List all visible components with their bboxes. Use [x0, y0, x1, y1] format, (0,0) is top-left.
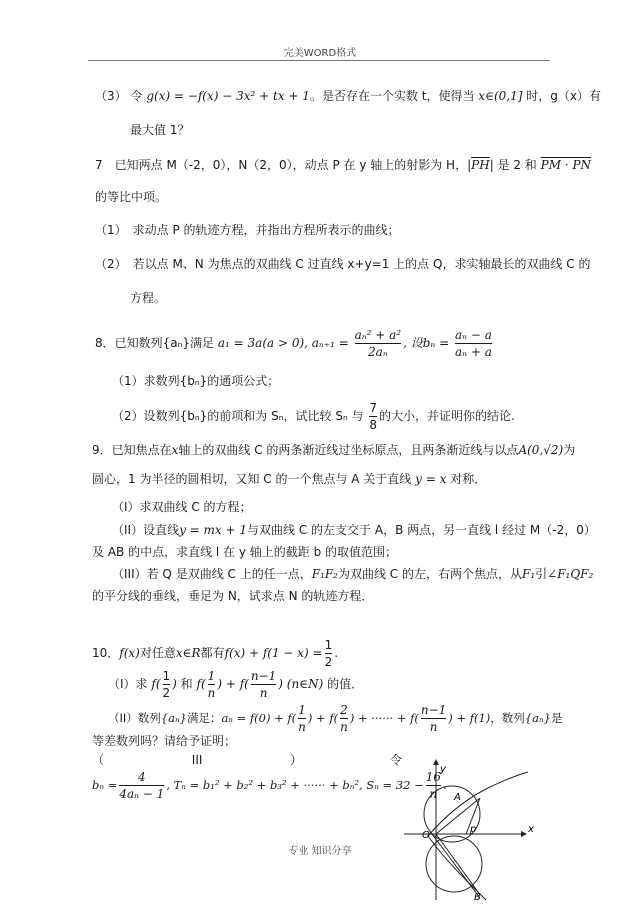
p10-q3-label: （ III ） 令 — [92, 753, 402, 767]
label-o: O — [422, 830, 430, 841]
p7-q1: （1） 求动点 P 的轨迹方程，并指出方程所表示的曲线； — [95, 223, 400, 237]
p10-q1: （I）求 f( $\frac{1}{2}$ ) 和 f( $\frac{1}{n}$ ) + f( $\frac{n-1}{n}$ ) (n∈N) 的值． — [108, 669, 364, 700]
p8-frac1: $\frac{\text{aₙ² + a²}}{\text{2aₙ}}$ — [354, 328, 402, 359]
p7-line1: 7 已知两点 M（-2，0），N（2，0），动点 P 在 y 轴上的射影为 H，$|\overline{PH}|$ 是 2 和 PM · PN — [95, 158, 592, 172]
p10-frac-half: $\frac{1}{2}$ — [324, 638, 333, 669]
label-x: x — [528, 824, 534, 835]
p8-frac-7-8: $\frac{7}{8}$ — [369, 401, 378, 432]
p10-q2: （II）数列{aₙ}满足：aₙ = f(0) + f( $\frac{1}{n}$ ) + f( $\frac{2}{n}$ ) + ······ + f( $\frac{n-1}{n}$ ) + f(1)，数列{aₙ}是 — [108, 703, 563, 734]
vector-ph: $\overline{PH}$ — [471, 158, 490, 172]
p9-line2: 圆心，1 为半径的圆相切，又知 C 的一个焦点与 A 关于直线 y = x 对称． — [92, 472, 487, 486]
label-b: B — [474, 892, 481, 902]
p7-line2: 的等比中项。 — [95, 190, 168, 204]
p9-line1: 9．已知焦点在x轴上的双曲线 C 的两条渐近线过坐标原点，且两条渐近线与以点A(0,√2)为 — [92, 443, 576, 457]
p9-q3b: 的平分线的垂线，垂足为 N，试求点 N 的轨迹方程． — [92, 589, 374, 603]
p8-line1: 8．已知数列{aₙ}满足 a₁ = 3a(a > 0), aₙ₊₁ = $\frac{\text{aₙ² + a²}}{\text{2aₙ}}$ , 设bₙ = $\frac{\text{aₙ − a}}{\text{aₙ + a}}$ — [95, 328, 492, 359]
header-rule — [88, 60, 550, 61]
label-p: p — [470, 824, 477, 835]
p9-q1: （I）求双曲线 C 的方程； — [112, 500, 252, 514]
page-header: 完美WORD格式 — [283, 48, 357, 59]
p7-q2: （2） 若以点 M、N 为焦点的双曲线 C 过直线 x+y=1 上的点 Q，求实轴最长的双曲线 C 的 — [95, 257, 591, 271]
p6-part3-line2: 最大值 1？ — [130, 123, 190, 137]
p8-q1: （1）求数列{bₙ}的通项公式； — [112, 374, 280, 388]
p7-q2b: 方程。 — [130, 291, 167, 305]
p9-q3: （III）若 Q 是双曲线 C 上的任一点，F₁F₂为双曲线 C 的左，右两个焦点，从F₁引∠F₁QF₂ — [112, 567, 594, 581]
p10-q3-formula: bₙ = $\frac{4}{\text{4aₙ − 1}}$ , Tₙ = b₁² + b₂² + b₃² + ······ + bₙ², Sₙ = 32 − $\frac{16}{n}$ . — [92, 770, 447, 801]
vector-product: PM · PN — [540, 158, 592, 172]
p8-frac2: $\frac{\text{aₙ − a}}{\text{aₙ + a}}$ — [455, 328, 492, 359]
p10-line1: 10．f(x)对任意x∈R都有f(x) + f(1 − x) = $\frac{1}{2}$ . — [92, 638, 339, 669]
page-footer: 专业 知识分享 — [288, 846, 352, 857]
p10-q2b: 等差数列吗？请给予证明； — [92, 734, 237, 748]
p9-q2: （II）设直线y = mx + 1与双曲线 C 的左支交于 A，B 两点，另一直线 l 经过 M（-2，0） — [112, 523, 596, 537]
p8-q2: （2）设数列{bₙ}的前项和为 Sₙ，试比较 Sₙ 与 $\frac{7}{8}$ 的大小，并证明你的结论. — [112, 401, 515, 432]
hyperbola-figure — [396, 752, 548, 902]
p9-q2b: 及 AB 的中点，求直线 l 在 y 轴上的截距 b 的取值范围； — [92, 545, 398, 559]
label-a: A — [454, 792, 461, 803]
p6-part3-line1: （3） 令 g(x) = −f(x) − 3x² + tx + 1。是否存在一个实数 t，使得当 x∈(0,1] 时，g（x）有 — [95, 89, 601, 103]
formula-g: g(x) = −f(x) − 3x² + tx + 1 — [146, 89, 310, 103]
label-y: y — [440, 764, 446, 775]
